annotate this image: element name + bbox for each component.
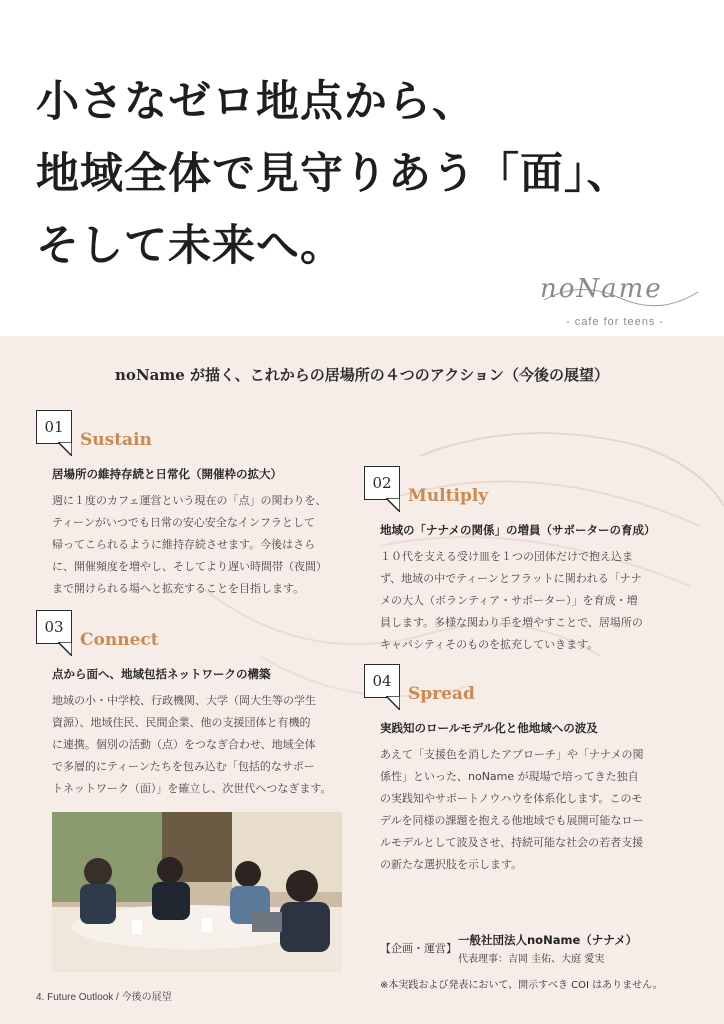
action-name: Sustain — [80, 430, 152, 450]
action-multiply — [364, 466, 704, 656]
action-number: 01 — [36, 410, 72, 444]
logo-subtitle: - cafe for teens - — [566, 316, 665, 328]
action-number: 02 — [364, 466, 400, 500]
speech-tail-icon — [58, 642, 72, 656]
action-name: Connect — [80, 630, 159, 650]
speech-tail-icon — [386, 696, 400, 710]
actions-panel — [0, 336, 724, 1024]
headline-line-1: 小さなゼロ地点から、 — [36, 77, 476, 127]
org-representatives: 代表理事：吉岡 圭佑、大庭 愛実 — [458, 954, 605, 965]
action-body: あえて「支援色を消したアプローチ」や「ナナメの関 係性」といった、noName が現場で培ってきた独自 の実践知やサポートノウハウを体系化します。このモ デルを同様の課題を抱える他地域でも展開可能なロー ルモデルとして波及させ、持続可能な社会の若者支援 の新たな選択肢を示します。 — [380, 748, 644, 871]
action-name: Multiply — [408, 486, 489, 506]
action-body: 週に１度のカフェ運営という現在の「点」の関わりを、 ティーンがいつでも日常の安心安全なインフラとして 帰ってこられるように維持存続させます。今後はさら に、開催頻度を増やし、そしてより遅い時間帯（夜間） まで開けられる場へと拡充することを目指します。 — [52, 494, 327, 595]
action-number: 04 — [364, 664, 400, 698]
action-body: 地域の小・中学校、行政機関、大学（岡大生等の学生 資源）、地域住民、民間企業、他の支援団体と有機的 に連携。個別の活動（点）をつなぎ合わせ、地域全体 で多層的にティーンたちを包み込む「包括的なサポー トネットワーク（面）」を確立し、次世代へつなぎます。 — [52, 694, 332, 795]
action-spread — [364, 664, 704, 884]
coi-statement: ※本実践および発表において、開示すべき COI はありません。 — [380, 980, 663, 991]
action-subtitle: 地域の「ナナメの関係」の増員（サポーターの育成） — [380, 523, 656, 537]
action-connect — [36, 610, 356, 800]
headline-line-3: そして未来へ。 — [36, 221, 344, 271]
action-body: １０代を支える受け皿を１つの団体だけで抱え込ま ず、地域の中でティーンとフラットに関われる「ナナ メの大人（ボランティア・サポーター）」を育成・増 員します。多様な関わり手を増やすことで、居場所の キャパシティそのものを拡充していきます。 — [380, 550, 643, 651]
action-sustain — [36, 410, 356, 600]
speech-tail-icon — [58, 442, 72, 456]
action-subtitle: 点から面へ、地域包括ネットワークの構築 — [52, 667, 271, 681]
speech-tail-icon — [386, 498, 400, 512]
cafe-scene-image — [52, 812, 342, 972]
logo-wordmark: noName — [540, 274, 663, 304]
section-title: noName が描く、これからの居場所の４つのアクション（今後の展望） — [115, 366, 609, 384]
action-subtitle: 実践知のロールモデル化と他地域への波及 — [380, 721, 598, 735]
nonname-logo — [540, 270, 700, 336]
page-footer: 4. Future Outlook / 今後の展望 — [36, 992, 172, 1003]
action-number: 03 — [36, 610, 72, 644]
action-subtitle: 居場所の維持存続と日常化（開催枠の拡大） — [52, 467, 282, 481]
cafe-photo — [52, 812, 342, 972]
org-role: 【企画・運営】 — [380, 942, 457, 955]
headline — [36, 66, 696, 282]
org-name: 一般社団法人noName（ナナメ） — [458, 933, 638, 947]
headline-line-2: 地域全体で見守りあう「面」、 — [36, 149, 631, 199]
action-name: Spread — [408, 684, 475, 704]
